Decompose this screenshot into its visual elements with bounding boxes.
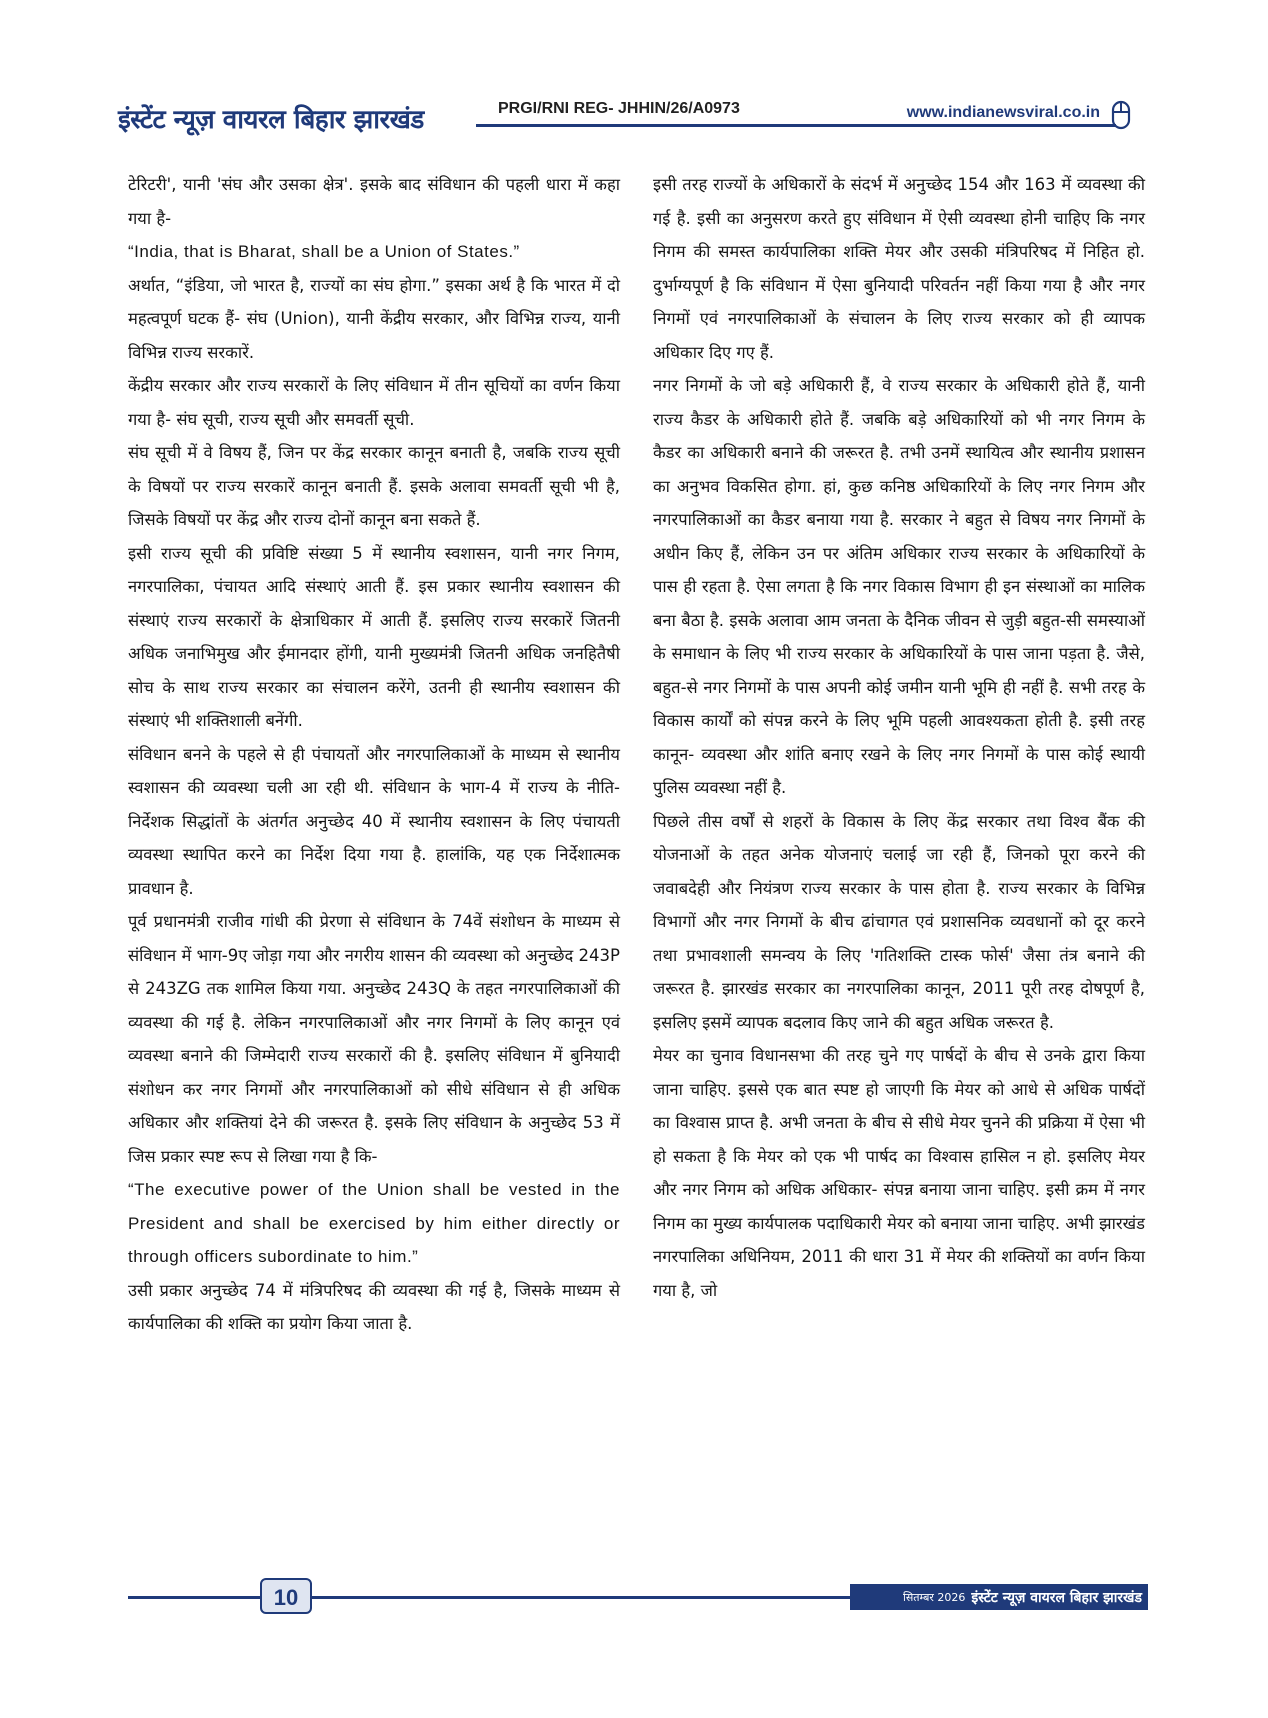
article-column-right (653, 168, 1145, 1307)
page-number: 10 (260, 1578, 312, 1614)
paragraph: पूर्व प्रधानमंत्री राजीव गांधी की प्रेरणा से संविधान के 74वें संशोधन के माध्यम से संविधान में भाग-9ए जोड़ा गया और नगरीय शासन की व्यवस्था को अनुच्छेद 243P से 243ZG तक शामिल किया गया. अनुच्छेद 243Q के तहत नगरपालिकाओं की व्यवस्था की गई है. लेकिन नगरपालिकाओं और नगर निगमों के लिए कानून एवं व्यवस्था बनाने की जिम्मेदारी राज्य सरकारों की है. इसलिए संविधान में बुनियादी संशोधन कर नगर निगमों और नगरपालिकाओं को सीधे संविधान से ही अधिक अधिकार और शक्तियां देने की जरूरत है. इसके लिए संविधान के अनुच्छेद 53 में जिस प्रकार स्पष्ट रूप से लिखा गया है कि- (128, 912, 620, 1166)
article-column-left (128, 168, 620, 1341)
paragraph: टेरिटरी', यानी 'संघ और उसका क्षेत्र'. इसके बाद संविधान की पहली धारा में कहा गया है- (128, 175, 620, 228)
paragraph: इसी राज्य सूची की प्रविष्टि संख्या 5 में स्थानीय स्वशासन, यानी नगर निगम, नगरपालिका, पंचायत आदि संस्थाएं आती हैं. इस प्रकार स्थानीय स्वशासन की संस्थाएं राज्य सरकारों के क्षेत्राधिकार में आती हैं. इसलिए राज्य सरकारें जितनी अधिक जनाभिमुख और ईमानदार होंगी, यानी मुख्यमंत्री जितनी अधिक जनहितैषी सोच के साथ राज्य सरकार का संचालन करेंगे, उतनी ही स्थानीय स्वशासन की संस्थाएं भी शक्तिशाली बनेंगी. (128, 543, 620, 730)
website-url: www.indianewsviral.co.in (906, 104, 1100, 121)
paragraph: केंद्रीय सरकार और राज्य सरकारों के लिए संविधान में तीन सूचियों का वर्णन किया गया है- संघ सूची, राज्य सूची और समवर्ती सूची. (128, 376, 621, 429)
registration-number: PRGI/RNI REG- JHHIN/26/A0973 (498, 100, 740, 117)
paragraph: उसी प्रकार अनुच्छेद 74 में मंत्रिपरिषद की व्यवस्था की गई है, जिसके माध्यम से कार्यपालिका की शक्ति का प्रयोग किया जाता है. (128, 1280, 620, 1333)
footer-rule (128, 1596, 260, 1599)
page-header (118, 96, 1150, 136)
masthead-title: इंस्टेंट न्यूज़ वायरल बिहार झारखंड (118, 105, 424, 135)
footer-band (850, 1584, 1148, 1610)
paragraph: पिछले तीस वर्षों से शहरों के विकास के लिए केंद्र सरकार तथा विश्व बैंक की योजनाओं के तहत अनेक योजनाएं चलाई जा रही हैं, जिनको पूरा करने की जवाबदेही और नियंत्रण राज्य सरकार के पास होता है. राज्य सरकार के विभिन्न विभागों और नगर निगमों के बीच ढांचागत एवं प्रशासनिक व्यवधानों को दूर करने तथा प्रभावशाली समन्वय के लिए 'गतिशक्ति टास्क फोर्स' जैसा तंत्र बनाने की जरूरत है. झारखंड सरकार का नगरपालिका कानून, 2011 पूरी तरह दोषपूर्ण है, इसलिए इसमें व्यापक बदलाव किए जाने की बहुत अधिक जरूरत है. (653, 811, 1145, 1032)
paragraph: नगर निगमों के जो बड़े अधिकारी हैं, वे राज्य सरकार के अधिकारी होते हैं, यानी राज्य कैडर के अधिकारी होते हैं. जबकि बड़े अधिकारियों को भी नगर निगम के कैडर का अधिकारी बनाने की जरूरत है. तभी उनमें स्थायित्व और स्थानीय प्रशासन का अनुभव विकसित होगा. हां, कुछ कनिष्ठ अधिकारियों के लिए नगर निगम और नगरपालिकाओं का कैडर बनाया गया है. सरकार ने बहुत से विषय नगर निगमों के अधीन किए हैं, लेकिन उन पर अंतिम अधिकार राज्य सरकार के अधिकारियों के पास ही रहता है. ऐसा लगता है कि नगर विकास विभाग ही इन संस्थाओं का मालिक बना बैठा है. इसके अलावा आम जनता के दैनिक जीवन से जुड़ी बहुत-सी समस्याओं के समाधान के लिए भी राज्य सरकार के अधिकारियों के पास जाना पड़ता है. जैसे, बहुत-से नगर निगमों के पास अपनी कोई जमीन यानी भूमि ही नहीं है. सभी तरह के विकास कार्यों को संपन्न करने के लिए भूमि पहली आवश्यकता होती है. इसी तरह कानून- व्यवस्था और शांति बनाए रखने के लिए नगर निगमों के पास कोई स्थायी पुलिस व्यवस्था नहीं है. (653, 376, 1145, 797)
quote-english: “India, that is Bharat, shall be a Union of States.” (128, 242, 520, 261)
quote-english: “The executive power of the Union shall be vested in the President and shall be exercised by him either directly or through officers subordinate to him.” (128, 1180, 620, 1266)
paragraph: संविधान बनने के पहले से ही पंचायतों और नगरपालिकाओं के माध्यम से स्थानीय स्वशासन की व्यवस्था चली आ रही थी. संविधान के भाग-4 में राज्य के नीति-निर्देशक सिद्धांतों के अंतर्गत अनुच्छेद 40 में स्थानीय स्वशासन के लिए पंचायती व्यवस्था स्थापित करने का निर्देश दिया गया है. हालांकि, यह एक निर्देशात्मक प्रावधान है. (128, 744, 620, 898)
paragraph: संघ सूची में वे विषय हैं, जिन पर केंद्र सरकार कानून बनाती है, जबकि राज्य सूची के विषयों पर राज्य सरकारें कानून बनाती हैं. इसके अलावा समवर्ती सूची भी है, जिसके विषयों पर केंद्र और राज्य दोनों कानून बना सकते हैं. (128, 443, 620, 529)
paragraph: मेयर का चुनाव विधानसभा की तरह चुने गए पार्षदों के बीच से उनके द्वारा किया जाना चाहिए. इससे एक बात स्पष्ट हो जाएगी कि मेयर को आधे से अधिक पार्षदों का विश्वास प्राप्त है. अभी जनता के बीच से सीधे मेयर चुनने की प्रक्रिया में ऐसा भी हो सकता है कि मेयर को एक भी पार्षद का विश्वास हासिल न हो. इसलिए मेयर और नगर निगम को अधिक अधिकार- संपन्न बनाया जाना चाहिए. इसी क्रम में नगर निगम का मुख्य कार्यपालक पदाधिकारी मेयर को बनाया जाना चाहिए. अभी झारखंड नगरपालिका अधिनियम, 2011 की धारा 31 में मेयर की शक्तियों का वर्णन किया गया है, जो (653, 1046, 1145, 1300)
mouse-icon (1110, 98, 1132, 132)
paragraph: अर्थात, “इंडिया, जो भारत है, राज्यों का संघ होगा.” इसका अर्थ है कि भारत में दो महत्वपूर्ण घटक हैं- संघ (Union), यानी केंद्रीय सरकार, और विभिन्न राज्य, यानी विभिन्न राज्य सरकारें. (128, 275, 620, 362)
issue-date: सितम्बर 2026 (902, 1590, 966, 1604)
footer-rule (312, 1596, 850, 1599)
paragraph: इसी तरह राज्यों के अधिकारों के संदर्भ में अनुच्छेद 154 और 163 में व्यवस्था की गई है. इसी का अनुसरण करते हुए संविधान में ऐसी व्यवस्था होनी चाहिए कि नगर निगम की समस्त कार्यपालिका शक्ति मेयर और उसकी मंत्रिपरिषद में निहित हो. दुर्भाग्यपूर्ण है कि संविधान में ऐसा बुनियादी परिवर्तन नहीं किया गया है और नगर निगमों एवं नगरपालिकाओं के संचालन के लिए राज्य सरकार को ही व्यापक अधिकार दिए गए हैं. (653, 175, 1145, 362)
page-footer (128, 1578, 1148, 1618)
footer-masthead: इंस्टेंट न्यूज़ वायरल बिहार झारखंड (971, 1589, 1142, 1606)
header-rule (476, 124, 1116, 127)
